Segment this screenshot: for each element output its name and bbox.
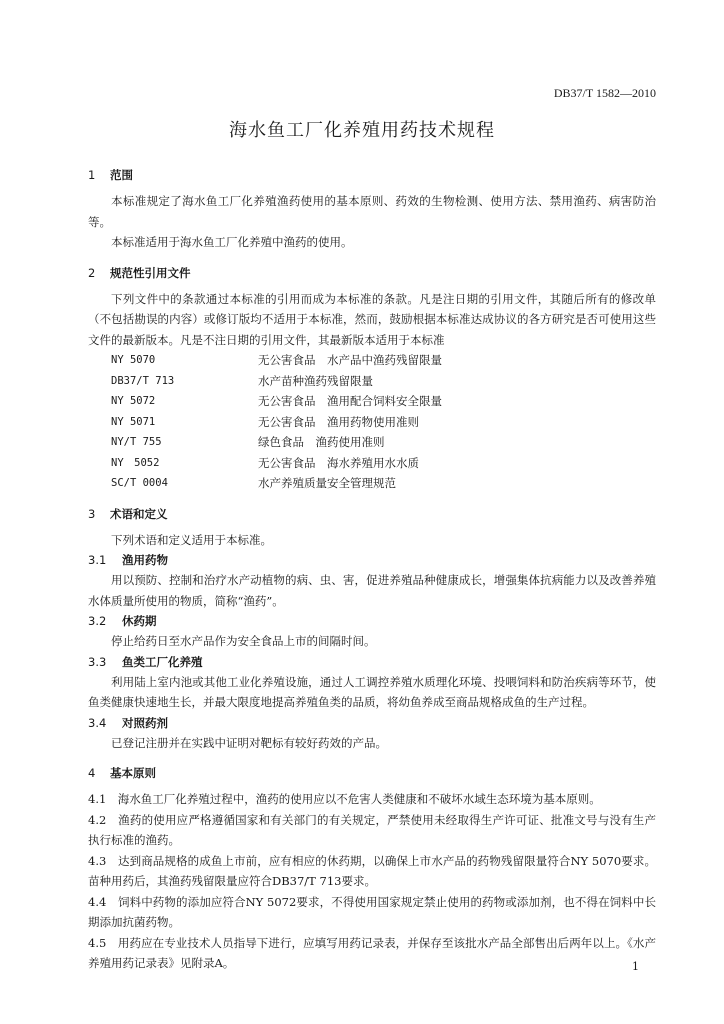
section-number: 4 bbox=[88, 766, 96, 780]
reference-code: NY 5070 bbox=[111, 354, 156, 366]
section-3-heading bbox=[88, 504, 656, 524]
paragraph: 本标准适用于海水鱼工厂化养殖中渔药的使用。 bbox=[111, 235, 353, 249]
section-number: 1 bbox=[88, 168, 96, 182]
reference-title: 绿色食品 渔药使用准则 bbox=[258, 435, 385, 449]
section-number: 3 bbox=[88, 506, 96, 521]
reference-item bbox=[111, 432, 656, 453]
reference-code: DB37/T 713 bbox=[111, 374, 175, 387]
section-number: 2 bbox=[88, 265, 96, 280]
term-title: 对照药剂 bbox=[122, 715, 169, 730]
clause: 4.1 海水鱼工厂化养殖过程中，渔药的使用应以不危害人类健康和不破坏水域生态环境为基本原则。 bbox=[88, 792, 601, 806]
reference-code: NY 5052 bbox=[111, 456, 160, 469]
section-2-heading bbox=[88, 263, 656, 283]
term-number: 3.1 bbox=[88, 553, 107, 567]
clause: 4.4 饲料中药物的添加应符合NY 5072要求，不得使用国家规定禁止使用的药物或添加剂，也不得在饲料中长期添加抗菌药物。 bbox=[88, 894, 656, 929]
reference-title: 无公害食品 渔用药物使用准则 bbox=[258, 414, 419, 429]
reference-title: 无公害食品 海水养殖用水水质 bbox=[258, 455, 419, 470]
term-title: 鱼类工厂化养殖 bbox=[122, 654, 203, 669]
reference-item bbox=[111, 412, 656, 433]
reference-item bbox=[111, 391, 656, 412]
reference-title: 水产苗种渔药残留限量 bbox=[258, 373, 373, 388]
section-1-heading bbox=[88, 165, 656, 185]
clause: 4.3 达到商品规格的成鱼上市前，应有相应的休药期，以确保上市水产品的药物残留限量符合NY 5070要求。苗种用药后，其渔药残留限量应符合DB37/T 713要求。 bbox=[88, 853, 656, 888]
reference-item bbox=[111, 473, 656, 494]
term-heading bbox=[88, 550, 656, 570]
section-title: 范围 bbox=[110, 168, 134, 182]
term-definition: 已登记注册并在实践中证明对靶标有较好药效的产品。 bbox=[111, 735, 387, 750]
term-number: 3.2 bbox=[88, 614, 107, 628]
reference-code: NY/T 755 bbox=[111, 436, 162, 448]
section-title: 规范性引用文件 bbox=[110, 265, 191, 280]
section-title: 基本原则 bbox=[110, 766, 157, 780]
reference-item bbox=[111, 350, 656, 371]
reference-item bbox=[111, 371, 656, 392]
clause: 4.2 渔药的使用应严格遵循国家和有关部门的有关规定，严禁使用未经取得生产许可证、批准文号与没有生产执行标准的渔药。 bbox=[88, 812, 656, 847]
reference-title: 无公害食品 水产品中渔药残留限量 bbox=[258, 353, 442, 367]
term-title: 渔用药物 bbox=[122, 553, 169, 567]
term-definition: 停止给药日至水产品作为安全食品上市的间隔时间。 bbox=[111, 634, 376, 648]
reference-title: 无公害食品 渔用配合饲料安全限量 bbox=[258, 394, 442, 408]
reference-code: NY 5072 bbox=[111, 395, 156, 407]
document-title: 海水鱼工厂化养殖用药技术规程 bbox=[229, 120, 495, 141]
term-heading bbox=[88, 652, 656, 672]
paragraph: 下列文件中的条款通过本标准的引用而成为本标准的条款。凡是注日期的引用文件，其随后所有的修改单（不包括勘误的内容）或修订版均不适用于本标准，然而，鼓励根据本标准达成协议的各方研究是否可使用这些文件的最新版本。凡是不注日期的引用文件，其最新版本适用于本标准 bbox=[88, 291, 656, 347]
reference-code: SC/T 0004 bbox=[111, 477, 168, 489]
section-title: 术语和定义 bbox=[110, 506, 168, 521]
clause: 4.5 用药应在专业技术人员指导下进行，应填写用药记录表，并保存至该批水产品全部售出后两年以上。《水产养殖用药记录表》见附录A。 bbox=[88, 935, 656, 970]
term-title: 休药期 bbox=[122, 614, 157, 628]
paragraph: 下列术语和定义适用于本标准。 bbox=[111, 532, 272, 547]
standard-code: DB37/T 1582—2010 bbox=[553, 86, 656, 100]
page-number: 1 bbox=[632, 960, 639, 973]
term-definition: 用以预防、控制和治疗水产动植物的病、虫、害，促进养殖品种健康成长，增强集体抗病能力以及改善养殖水体质量所使用的物质，简称“渔药”。 bbox=[88, 573, 656, 608]
term-heading bbox=[88, 713, 656, 733]
reference-title: 水产养殖质量安全管理规范 bbox=[258, 476, 396, 490]
section-4-heading bbox=[88, 763, 656, 783]
term-definition: 利用陆上室内池或其他工业化养殖设施，通过人工调控养殖水质理化环境、投喂饲料和防治疾病等环节，使鱼类健康快速地生长，并最大限度地提高养殖鱼类的品质，将幼鱼养成至商品规格成鱼的生产过程。 bbox=[88, 674, 656, 709]
reference-item bbox=[111, 453, 656, 474]
term-heading bbox=[88, 611, 656, 631]
paragraph: 本标准规定了海水鱼工厂化养殖渔药使用的基本原则、药效的生物检测、使用方法、禁用渔药、病害防治等。 bbox=[88, 194, 656, 229]
reference-list bbox=[111, 350, 656, 494]
term-number: 3.4 bbox=[88, 715, 107, 730]
term-number: 3.3 bbox=[88, 654, 107, 669]
document-body bbox=[88, 155, 656, 974]
reference-code: NY 5071 bbox=[111, 415, 156, 428]
